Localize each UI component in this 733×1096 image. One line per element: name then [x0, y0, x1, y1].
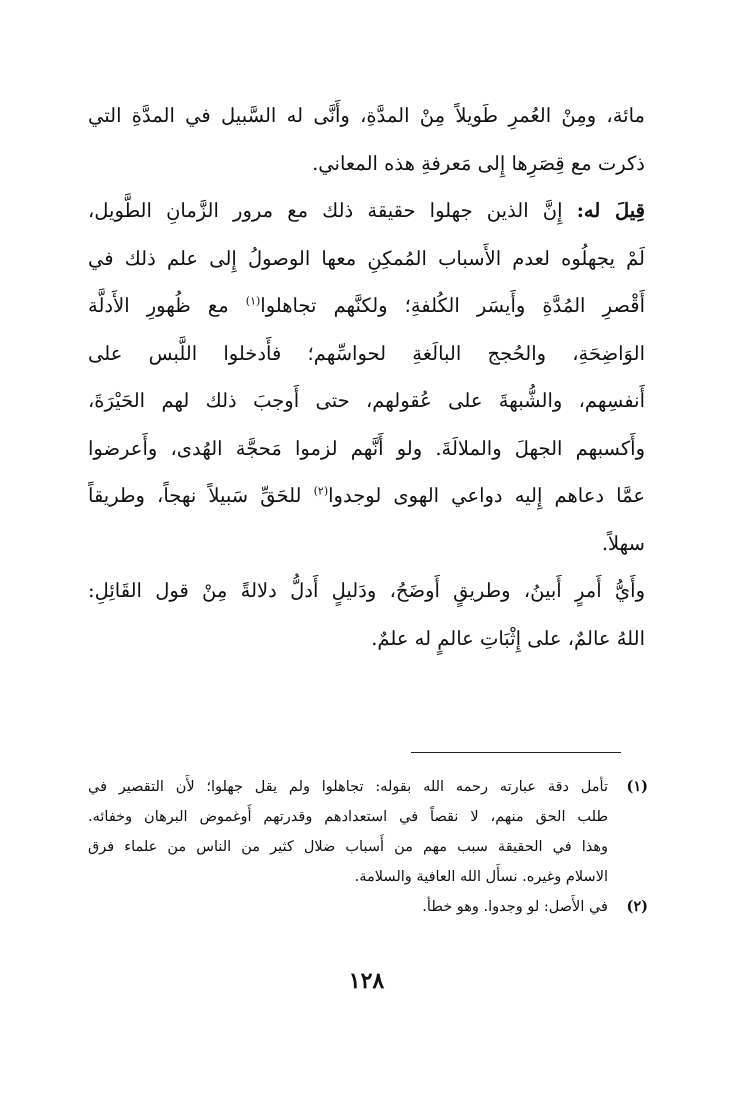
- footnote-line: في الأَصل: لو وجدوا. وهو خطأ.: [422, 899, 608, 915]
- body-line-5: [88, 282, 645, 330]
- main-text: [88, 92, 645, 662]
- body-line-5-text-b: مع ظُهورِ الأَدلَّة: [88, 294, 229, 317]
- footnote-divider: [411, 752, 621, 753]
- footnote-1: [88, 772, 648, 892]
- footnote-line: الاسلام وغيره. نسأَل الله العافية والسلامة.: [354, 869, 608, 885]
- body-line-8: وأَكسبهم الجهلَ والملالَةَ. ولو أَنَّهم لزموا مَحجَّة الهُدى، وأَعرضوا: [88, 436, 645, 460]
- footnote-line: تأمل دقة عبارته رحمه الله بقوله: تجاهلوا ولم يقل جهلوا؛ لأَن التقصير في: [88, 779, 608, 795]
- body-line-7: أَنفسِهم، والشُّبهةَ على عُقولهم، حتى أَوجبَ ذلك لهم الحَيْرَةَ،: [88, 389, 645, 412]
- footnote-number: (١): [626, 778, 648, 795]
- body-line-12: اللهُ عالمٌ، على إِثْبَاتِ عالمٍ له علمٌ.: [371, 626, 645, 650]
- footnote-ref-1[interactable]: (١): [245, 294, 261, 308]
- footnote-text: [88, 892, 608, 922]
- footnote-line: طلب الحق منهم، لا نقصاً في استعدادهم وقدرتهم أَوغموض البرهان وخفائه.: [88, 809, 608, 825]
- body-line-3: [88, 187, 645, 235]
- body-line-11: وأَيُّ أَمرٍ أَبينُ، وطريقٍ أَوضَحُ، ودَليلٍ أَدلُّ دلالةً مِنْ قول القَائِلِ:: [88, 579, 645, 602]
- body-line-1: مائة، ومِنْ العُمرِ طَويلاً مِنْ المدَّةِ، وأَنَّى له السَّبيل في المدَّةِ التي: [88, 104, 645, 127]
- page-number: ١٢٨: [348, 968, 385, 994]
- qil-label: قِيلَ له:: [576, 199, 645, 222]
- footnote-number: (٢): [626, 898, 648, 915]
- body-line-9: [88, 472, 645, 520]
- footnote-text: [88, 772, 608, 892]
- footnote-2: [88, 892, 648, 922]
- body-line-5-text-a: أَقْصرِ المُدَّةِ وأَيسَر الكُلفةِ؛ ولكنَّهم تجاهلوا: [260, 294, 645, 317]
- body-line-2: ذكرت مع قِصَرِها إِلى مَعرفةِ هذه المعاني.: [312, 151, 645, 175]
- footnote-line: وهذا في الحقيقة سبب مهم من أَسباب ضلال كثير من الناس من علماء فرق: [88, 839, 608, 855]
- footnotes: [88, 772, 648, 922]
- body-line-6: الوَاضِحَةِ، والحُجج البالَغةِ لحواسِّهم؛ فأَدخلوا اللَّبس على: [88, 341, 645, 365]
- body-line-9-text-b: للحَقِّ سَبيلاً نهجاً، وطريقاً: [88, 484, 302, 507]
- body-line-10: سهلاً.: [601, 531, 645, 555]
- body-line-4: لَمْ يجهلُوه لعدم الأَسباب المُمكِنِ معها الوصولُ إِلى علم ذلك في: [88, 246, 645, 270]
- body-line-9-text-a: عمَّا دعاهم إِليه دواعي الهوى لوجدوا: [328, 484, 645, 507]
- footnote-ref-2[interactable]: (٢): [313, 484, 329, 498]
- body-line-3-text: إِنَّ الذين جهلوا حقيقة ذلك مع مرور الزَّمانِ الطَّويل،: [88, 199, 563, 222]
